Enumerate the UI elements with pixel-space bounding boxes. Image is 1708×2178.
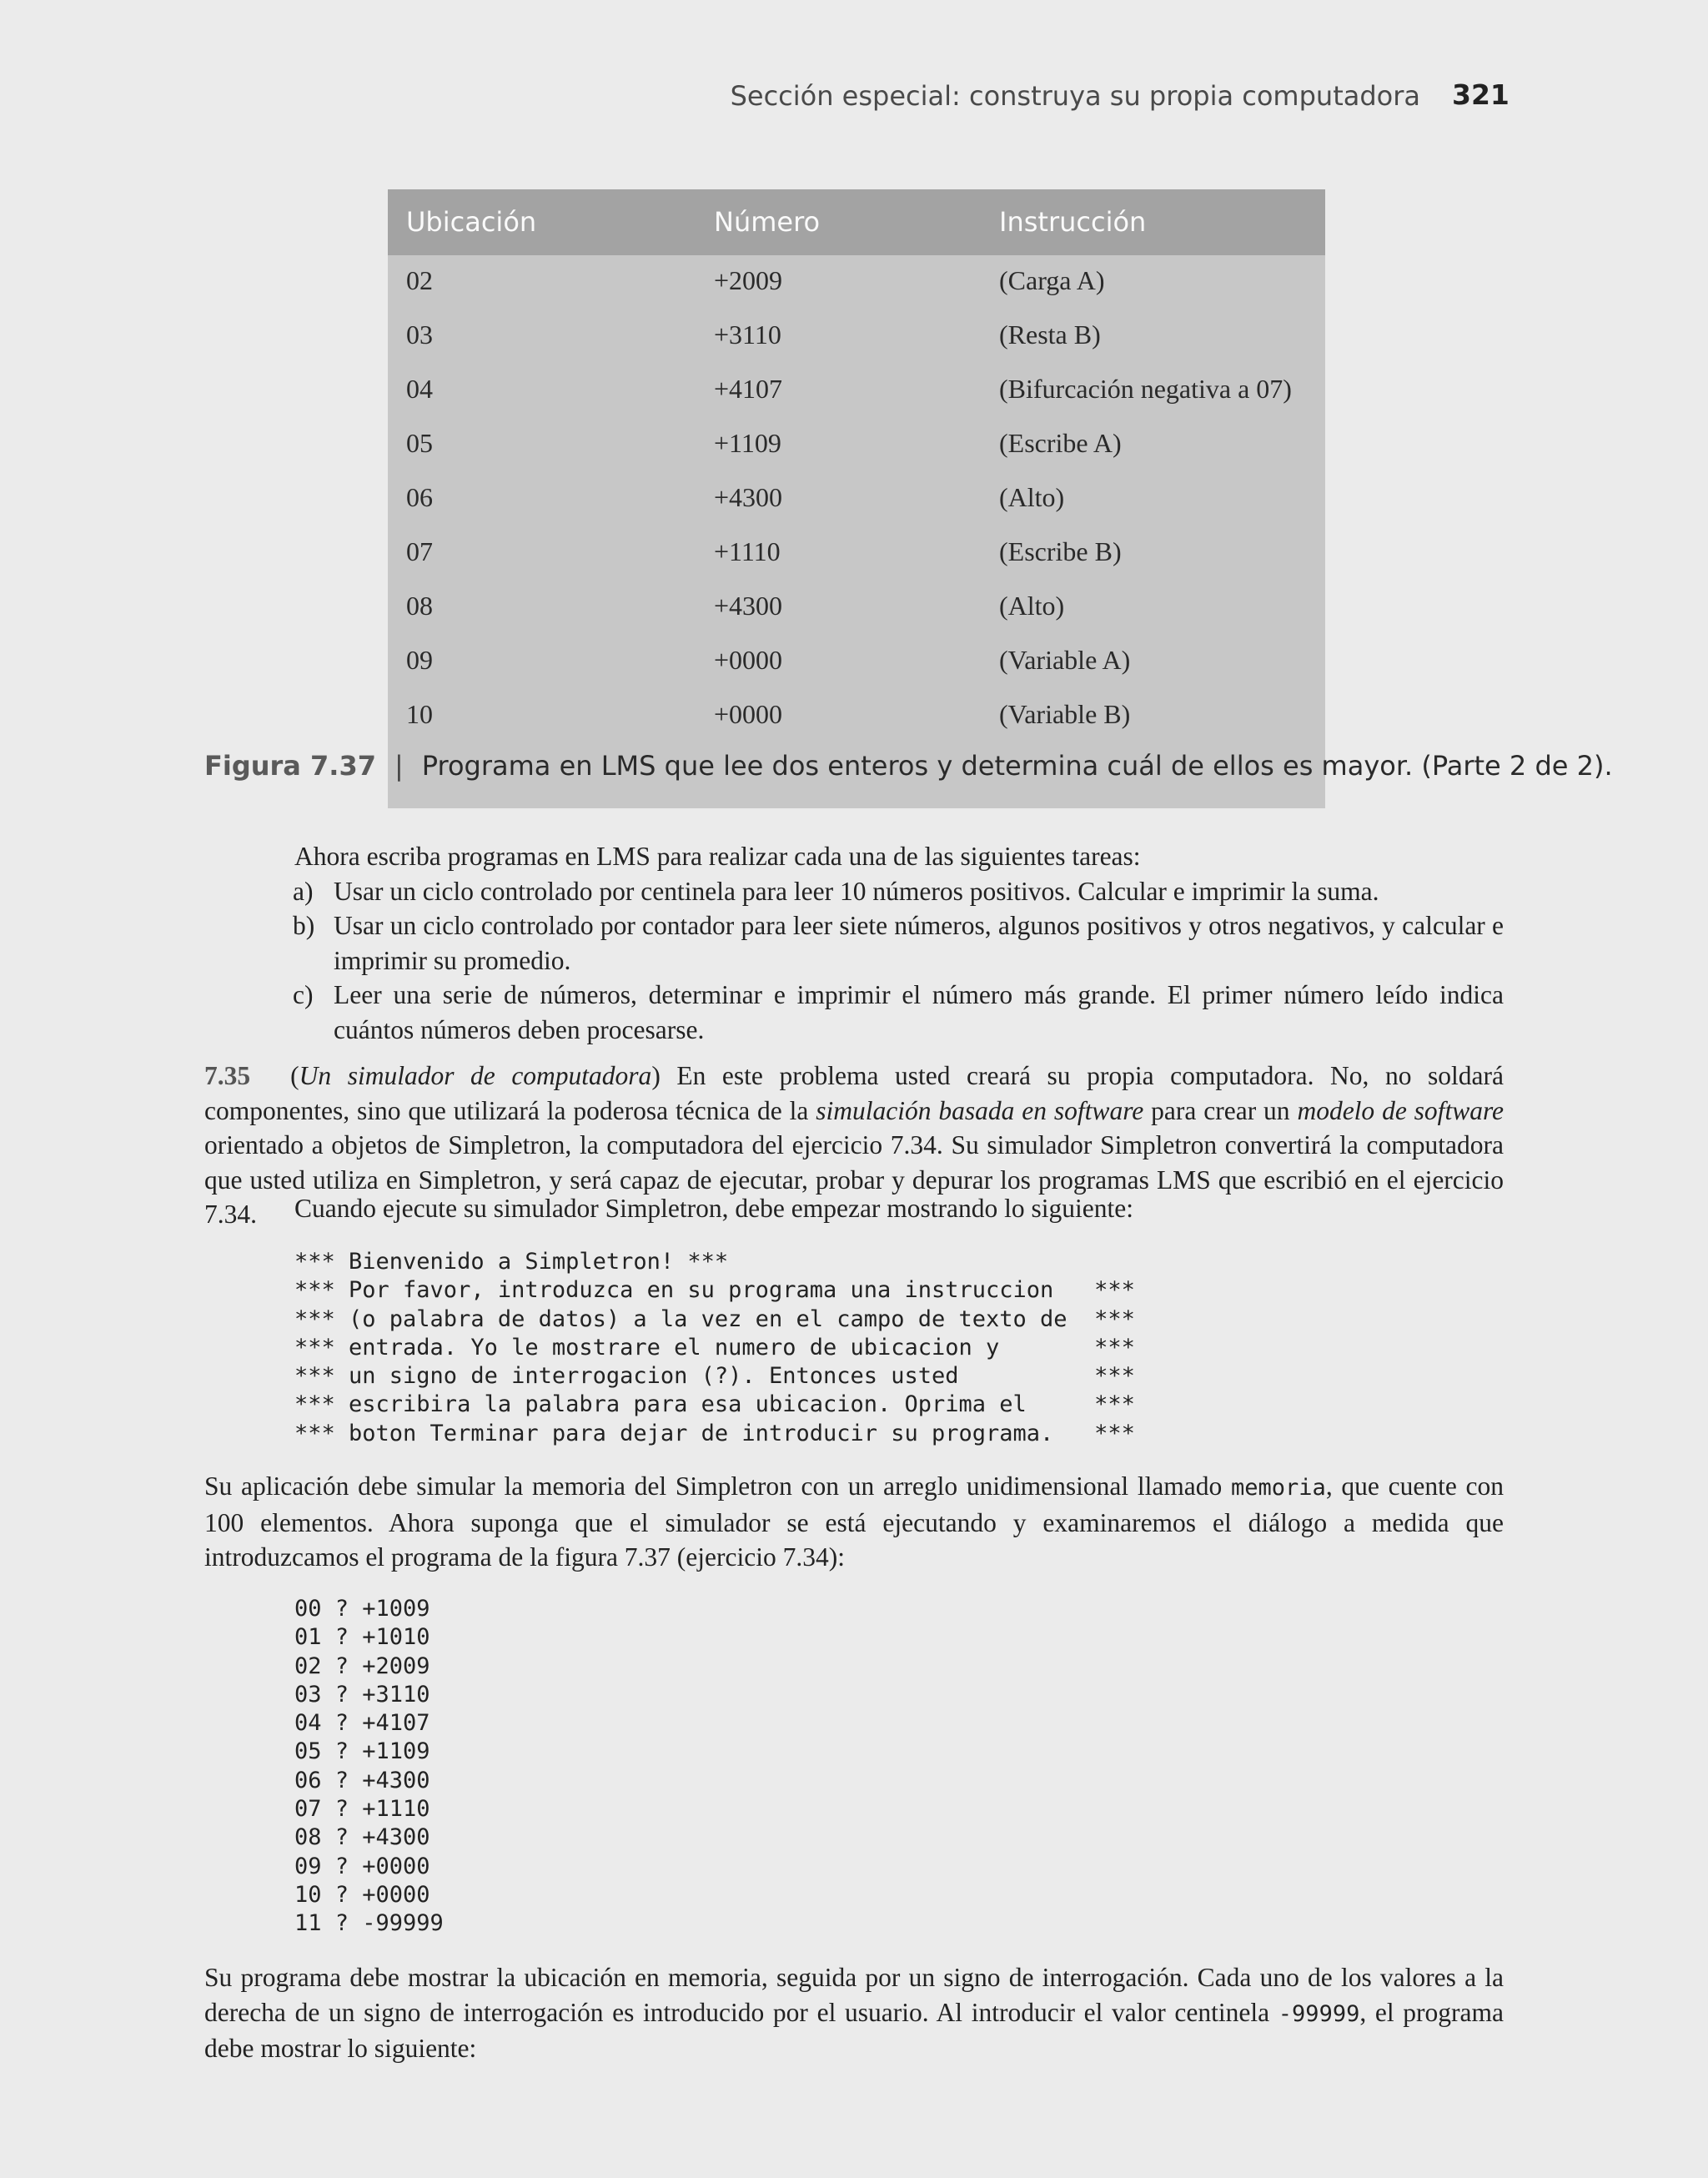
memory-text-1: Su aplicación debe simular la memoria del Simpletron con un arreglo unidimensional llamado	[204, 1471, 1223, 1501]
caption-text: Programa en LMS que lee dos enteros y determina cuál de ellos es mayor. (Parte 2 de 2).	[421, 750, 1613, 782]
final-code: -99999	[1278, 2000, 1360, 2027]
code-line: 00 ? +1009	[294, 1596, 430, 1622]
code-line: 11 ? -99999	[294, 1910, 444, 1937]
table-row	[388, 526, 1325, 581]
code-line: 05 ? +1109	[294, 1738, 430, 1765]
item-text: Usar un ciclo controlado por contador para leer siete números, algunos positivos y otros negativos, y calcular e imprimir su promedio.	[334, 911, 1504, 975]
table-header	[388, 189, 1325, 255]
memory-text-2: , que cuente con 100 elementos. Ahora suponga que el simulador se está ejecutando y examinaremos el diálogo a medida que introduzcamos el programa de la figura 7.37 (ejercicio 7.34):	[204, 1471, 1504, 1572]
column-header-number: Número	[714, 206, 821, 238]
table-row	[388, 418, 1325, 472]
cell-number: +1110	[714, 536, 781, 566]
cell-number: +4107	[714, 374, 783, 404]
cell-instruction: (Carga A)	[999, 265, 1105, 295]
cell-instruction: (Escribe B)	[999, 536, 1122, 566]
code-line: 08 ? +4300	[294, 1824, 430, 1851]
cell-instruction: (Resta B)	[999, 319, 1101, 350]
page-number: 321	[1452, 78, 1510, 111]
cell-location: 06	[406, 482, 433, 512]
cell-instruction: (Alto)	[999, 591, 1065, 621]
cell-instruction: (Variable A)	[999, 645, 1131, 675]
code-line: 02 ? +2009	[294, 1652, 430, 1679]
table-row	[388, 472, 1325, 526]
table-body	[388, 255, 1325, 808]
table-row	[388, 689, 1325, 743]
dialog-code-block	[294, 1595, 444, 1939]
column-header-instruction: Instrucción	[999, 206, 1147, 238]
item-label: b)	[293, 911, 315, 940]
cell-number: +4300	[714, 591, 783, 621]
exercise-number: 7.35	[204, 1061, 251, 1090]
cell-number: +4300	[714, 482, 783, 512]
cell-number: +1109	[714, 428, 781, 458]
memory-paragraph	[204, 1469, 1504, 1575]
table-row	[388, 309, 1325, 364]
tasks-section	[204, 839, 1504, 1047]
figure-label: Figura 7.37	[204, 750, 376, 782]
code-line: 04 ? +4107	[294, 1710, 430, 1737]
figure-caption	[204, 750, 1613, 782]
running-title: Sección especial: construya su propia computadora	[730, 80, 1420, 112]
column-header-location: Ubicación	[406, 206, 537, 238]
final-text-2: , el programa debe mostrar lo siguiente:	[204, 1997, 1504, 2063]
code-line: *** Bienvenido a Simpletron! ***	[294, 1249, 729, 1275]
cell-location: 09	[406, 645, 433, 675]
cell-location: 08	[406, 591, 433, 621]
cell-number: +2009	[714, 265, 783, 295]
code-line: *** Por favor, introduzca en su programa una instruccion ***	[294, 1277, 1135, 1304]
exercise-paragraph: 7.35 (Un simulador de computadora) En este problema usted creará su propia computadora. No, no soldará componentes, sino que utilizará la poderosa técnica de la simulación basada en software para crear un modelo de software orientado a objetos de Simpletron, la computadora del ejercicio 7.34. Su simulador Simpletron convertirá la computadora que usted utiliza en Simpletron, y será capaz de ejecutar, probar y depurar los programas LMS que escribió en el ejercicio 7.34.	[204, 1061, 1505, 1229]
cell-location: 07	[406, 536, 433, 566]
exercise-emphasis-1: simulación basada en software	[816, 1095, 1144, 1125]
final-paragraph	[204, 1960, 1504, 2066]
cell-number: +0000	[714, 699, 783, 729]
cell-location: 03	[406, 319, 433, 350]
table-row	[388, 635, 1325, 689]
list-item	[204, 978, 1504, 1047]
item-label: c)	[293, 980, 314, 1009]
code-line: 07 ? +1110	[294, 1796, 430, 1823]
item-text: Usar un ciclo controlado por centinela para leer 10 números positivos. Calcular e imprimir la suma.	[334, 876, 1379, 906]
cell-instruction: (Bifurcación negativa a 07)	[999, 374, 1292, 404]
table-row	[388, 364, 1325, 418]
cell-instruction: (Alto)	[999, 482, 1065, 512]
code-line: *** boton Terminar para dejar de introducir su programa. ***	[294, 1420, 1135, 1446]
code-line: 10 ? +0000	[294, 1881, 430, 1908]
exercise-title: Un simulador de computadora	[299, 1061, 652, 1090]
cell-instruction: (Variable B)	[999, 699, 1131, 729]
code-line: 03 ? +3110	[294, 1681, 430, 1708]
exercise-p2: Cuando ejecute su simulador Simpletron, debe empezar mostrando lo siguiente:	[294, 1194, 1134, 1223]
cell-number: +3110	[714, 319, 781, 350]
code-line: 01 ? +1010	[294, 1624, 430, 1651]
exercise-paragraph-2	[204, 1191, 1504, 1226]
exercise-text-2: para crear un	[1151, 1095, 1290, 1125]
cell-location: 02	[406, 265, 433, 295]
code-line: *** (o palabra de datos) a la vez en el campo de texto de ***	[294, 1305, 1135, 1332]
cell-location: 10	[406, 699, 433, 729]
cell-number: +0000	[714, 645, 783, 675]
program-table	[388, 189, 1325, 808]
memory-code: memoria	[1231, 1475, 1326, 1501]
code-line: *** un signo de interrogacion (?). Entonces usted ***	[294, 1363, 1135, 1390]
item-text: Leer una serie de números, determinar e imprimir el número más grande. El primer número leído indica cuántos números deben procesarse.	[334, 980, 1504, 1044]
exercise-text-3: orientado a objetos de Simpletron, la computadora del ejercicio 7.34. Su simulador Simpletron convertirá la computadora que usted utiliza en Simpletron, y será capaz de ejecutar, probar y depurar los programas LMS que escribió en el ejercicio 7.34.	[204, 1130, 1504, 1229]
list-item	[204, 874, 1504, 909]
table-row	[388, 255, 1325, 309]
list-item	[204, 908, 1504, 978]
tasks-intro: Ahora escriba programas en LMS para realizar cada una de las siguientes tareas:	[294, 842, 1141, 871]
code-line: *** escribira la palabra para esa ubicacion. Oprima el ***	[294, 1391, 1135, 1418]
caption-separator: |	[394, 750, 404, 782]
code-line: 06 ? +4300	[294, 1767, 430, 1793]
table-row	[388, 581, 1325, 635]
final-text-1: Su programa debe mostrar la ubicación en memoria, seguida por un signo de interrogación. Cada uno de los valores a la derecha de un signo de interrogación es introducido por el usuario. Al introducir el valor centinela	[204, 1963, 1504, 2027]
exercise-text-1: En este problema usted creará su propia computadora. No, no soldará componentes, sino que utilizará la poderosa técnica de la	[204, 1061, 1504, 1125]
cell-instruction: (Escribe A)	[999, 428, 1122, 458]
cell-location: 05	[406, 428, 433, 458]
item-label: a)	[293, 876, 314, 906]
code-line: 09 ? +0000	[294, 1853, 430, 1879]
code-line: *** entrada. Yo le mostrare el numero de ubicacion y ***	[294, 1334, 1135, 1361]
exercise-emphasis-2: modelo de software	[1297, 1095, 1505, 1125]
cell-location: 04	[406, 374, 433, 404]
welcome-code-block	[294, 1248, 1135, 1448]
